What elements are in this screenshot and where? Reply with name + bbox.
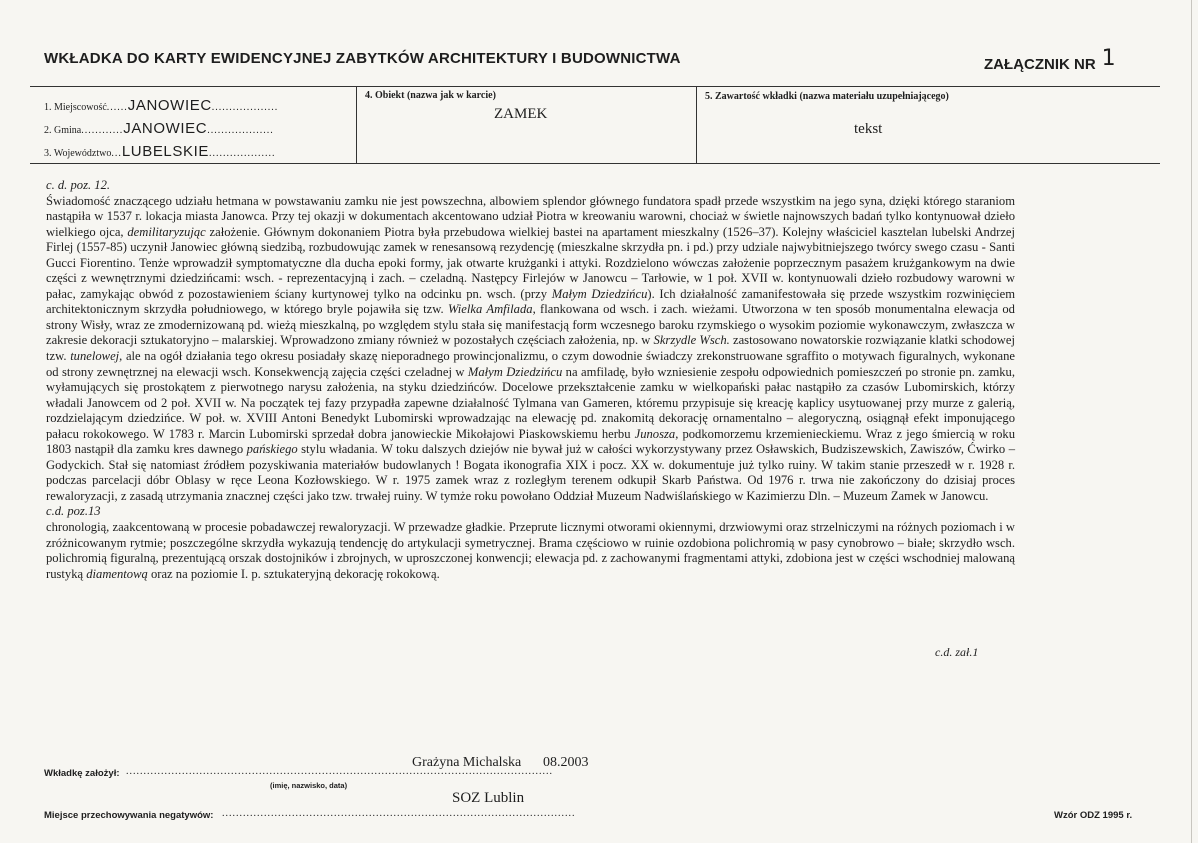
gmina-value: JANOWIEC: [123, 120, 208, 137]
body-text: [46, 178, 1015, 582]
dot-leader: ...................: [208, 148, 276, 159]
italic-run: demilitaryzując: [127, 224, 206, 239]
negatywy-value: SOZ Lublin: [452, 790, 525, 806]
paragraph: [46, 194, 1015, 505]
italic-run: Skrzydle Wsch.: [653, 333, 730, 348]
text-run: , podkomorzemu krzemienieckiemu. Wraz z jego śmiercią w roku 1803 nastąpił dla zamku kres dawnego: [46, 426, 1015, 457]
zalozyl-label: Wkładkę założył:: [44, 768, 120, 779]
italic-run: Junosza: [634, 426, 676, 441]
name-date-hint: (imię, nazwisko, data): [270, 781, 348, 790]
zawartosc-label: 5. Zawartość wkładki (nazwa materiału uzupełniającego): [705, 91, 949, 102]
text-run: na amfiladę, było wzniesienie zespołu odpowiednich pomieszczeń po stronie pn. zamku, wyłamujących się prostokątem z pierwotnego narysu założenia, na styku dziedzińców. Docelowe przekształcenie zamku w wielkopański pałac nastąpiło za czasów Lubomirskich, którzy władali Janowcem od 2 poł. XVII w. Na początek tej fazy przypadła zapewne działalność Tylmana van Gameren, któremu przypisuje się kreację kaplicy usytuowanej przy murze z galerią, rozdzielającym dziedzińce. W poł. w. XVIII Antoni Benedykt Lubomirski wprowadzając na elewację pd. znakomitą dekorację ornamentalno – alegoryczną, osiągnął efekt imponującego pałacu rokokowego. W 1783 r. Marcin Lubomirski sprzedał dobra janowieckie Mikołajowi Piaskowskiemu herbu: [46, 364, 1015, 441]
continuation-ref: c. d. poz. 12.: [46, 178, 111, 192]
dot-leader: ...................: [207, 125, 274, 136]
attachment-number: 1: [1101, 46, 1116, 71]
obiekt-value: ZAMEK: [494, 106, 548, 122]
form-title: WKŁADKA DO KARTY EWIDENCYJNEJ ZABYTKÓW ARCHITEKTURY I BUDOWNICTWA: [44, 50, 681, 67]
obiekt-label: 4. Obiekt (nazwa jak w karcie): [365, 90, 496, 101]
miejscowosc-value: JANOWIEC: [127, 97, 212, 114]
italic-run: Małym Dziedzińcu: [467, 364, 563, 379]
dot-leader: ......: [106, 102, 128, 113]
paragraph: [46, 520, 1015, 582]
scan-edge: [1191, 0, 1192, 843]
continuation-note: c.d. zał.1: [935, 645, 979, 659]
italic-run: Małym Dziedzińcu: [551, 286, 648, 301]
italic-run: diamentową: [86, 566, 148, 581]
text-run: zastosowano nowatorskie rozwiązanie klatki schodowej tzw.: [46, 333, 1015, 364]
miejscowosc-field: [44, 97, 278, 114]
zawartosc-value: tekst: [854, 121, 883, 137]
text-run: oraz na poziomie I. p. sztukateryjną dekorację rokokową.: [147, 566, 440, 581]
author-date: 08.2003: [543, 755, 589, 770]
gmina-field: [44, 120, 274, 137]
italic-run: Wielka Amfilada: [448, 302, 533, 317]
wojewodztwo-value: LUBELSKIE: [121, 143, 209, 160]
text-run: , ale na ogół działania tego okresu posiadały skazę nieporadnego prowincjonalizmu, o czym dowodnie świadczy zrekonstruowane sgraffito o motywach figuralnych, wykonane od strony zewnętrznej na elewacji wsch. Konsekwencją zajęcia części czeladnej w: [46, 349, 1015, 379]
text-run: chronologią, zaakcentowaną w procesie pobadawczej rewaloryzacji. W przewadze gładkie. Przeprute licznymi otworami okiennymi, drzwiowymi oraz strzelniczymi na różnych poziomach i w zróżnicowanym rytmie; poszczególne skrzydła wykazują tendencję do artykulacji symetrycznej. Brama częściowo w ruinie ozdobiona polichromią w pasy cynobrowo – białe; skrzydło wsch. polichromią figuralną, prezentującą orszak dostojników i zbrojnych, w uproszczonej konwencji; elewacja pd. z zachowanymi fragmentami attyki, zdobiona jest w części wschodniej malowaną rustyką: [46, 520, 1015, 581]
dot-leader: .....................................................................................................: [222, 808, 576, 819]
italic-run: pańskiego: [246, 442, 298, 457]
text-run: Świadomość znaczącego udziału hetmana w powstawaniu zamku nie jest powszechna, albowiem splendor głównego fundatora spadł przede wszystkim na jego syna, dzięki którego staraniom nastąpiła w 1537 r. lokacja miasta Janowca. Przy tej okazji w dokumentach akcentowano udział Piotra w kreowaniu warowni, chociaż w świetle najnowszych badań tylko kontynuował dzieło wielkiego ojca,: [46, 193, 1015, 239]
gmina-label: 2. Gmina: [44, 125, 82, 136]
miejscowosc-label: 1. Miejscowość: [44, 102, 107, 113]
box-divider: [356, 87, 357, 163]
author-name: Grażyna Michalska: [412, 755, 522, 770]
box-divider: [696, 87, 697, 163]
text-run: założenie. Głównym dokonaniem Piotra była przebudowa wielkiej bastei na apartament mieszkalny (1526–37). Kolejny właściciel kasztelan lubelski Andrzej Firlej (1557-85) uczynił Janowiec główną siedzibą, rozbudowując zamek w renesansową rezydencję (mieszkalne skrzydła pn. i pd.) przy udziale najwybitniejszego twórcy swego czasu - Santi Gucci Fiorentino. Tenże wprowadził symptomatyczne dla ducha epoki formy, jak otwarte krużganki i attyki. Rozdzielono wówczas założenie poprzecznym pasażem krużgankowym na dwie części z wewnętrznymi dziedzińcami: wsch. - reprezentacyjną i zach. – czeladną. Następcy Firlejów w Janowcu – Tarłowie, w 1 poł. XVII w. kontynuowali dzieło rozbudowy warowni w pałac, zamykając obwód z pozostawieniem ściany kurtynowej tylko na odcinku pn. wsch. (przy: [46, 224, 1016, 301]
italic-run: tunelowej: [70, 349, 120, 364]
wojewodztwo-label: 3. Województwo: [44, 148, 112, 159]
text-run: ). Ich działalność zamanifestowała się przede wszystkim rozwinięciem architektonicznym skrzydła południowego, w którego bryle pojawiła się tzw.: [46, 286, 1015, 317]
attachment-label: ZAŁĄCZNIK NR: [984, 56, 1096, 73]
attachment-heading: [984, 46, 1116, 75]
form-template-id: Wzór ODZ 1995 r.: [1054, 810, 1133, 821]
header-fields-box: [30, 86, 1160, 164]
wojewodztwo-field: [44, 143, 275, 160]
text-run: , flankowana od wsch. i zach. wieżami. Utworzona w ten sposób monumentalna elewacja od strony Wisły, wraz ze zmodernizowaną pd. wieżą mieszkalną, po względem stylu stała się manifestacją form wczesnego baroku rzymskiego o wysokim poziomie wykonawczym, zwłaszcza w zakresie dekoracji sztukatoryjno – malarskiej. Wprowadzono zmiany również w pozostałych częściach założenia, np. w: [46, 302, 1015, 348]
dot-leader: ..........................................................................................................................: [126, 766, 553, 777]
continuation-ref: c.d. poz.13: [46, 504, 101, 519]
dot-leader: ...: [111, 148, 122, 159]
negatywy-label: Miejsce przechowywania negatywów:: [44, 810, 214, 821]
text-run: stylu władania. W toku dalszych dziejów nie bywał już w całości wykorzystywany przez Osławskich, Budziszewskich, Zawiszów, Ćwirko – Godyckich. Stał się natomiast źródłem pozyskiwania materiałów budowlanych ! Bogata ikonografia XIX i pocz. XX w. dokumentuje już tylko ruiny. W takim stanie przeszedł w r. 1928 r. podczas parcelacji dóbr Oblasy w ręce Leona Kozłowskiego. W r. 1975 zamek wraz z rozległym terenem odkupił Skarb Państwa. Od 1976 r. trwa nie zakończony do dzisiaj proces rewaloryzacji, z zasadą utrzymania znacznej części jako tzw. trwałej ruiny. W tymże roku powołano Oddział Muzeum Nadwiślańskiego w Kazimierzu Dln. – Muzeum Zamek w Janowcu.: [46, 442, 1015, 503]
dot-leader: ...................: [211, 102, 279, 113]
dot-leader: ............: [81, 125, 124, 136]
